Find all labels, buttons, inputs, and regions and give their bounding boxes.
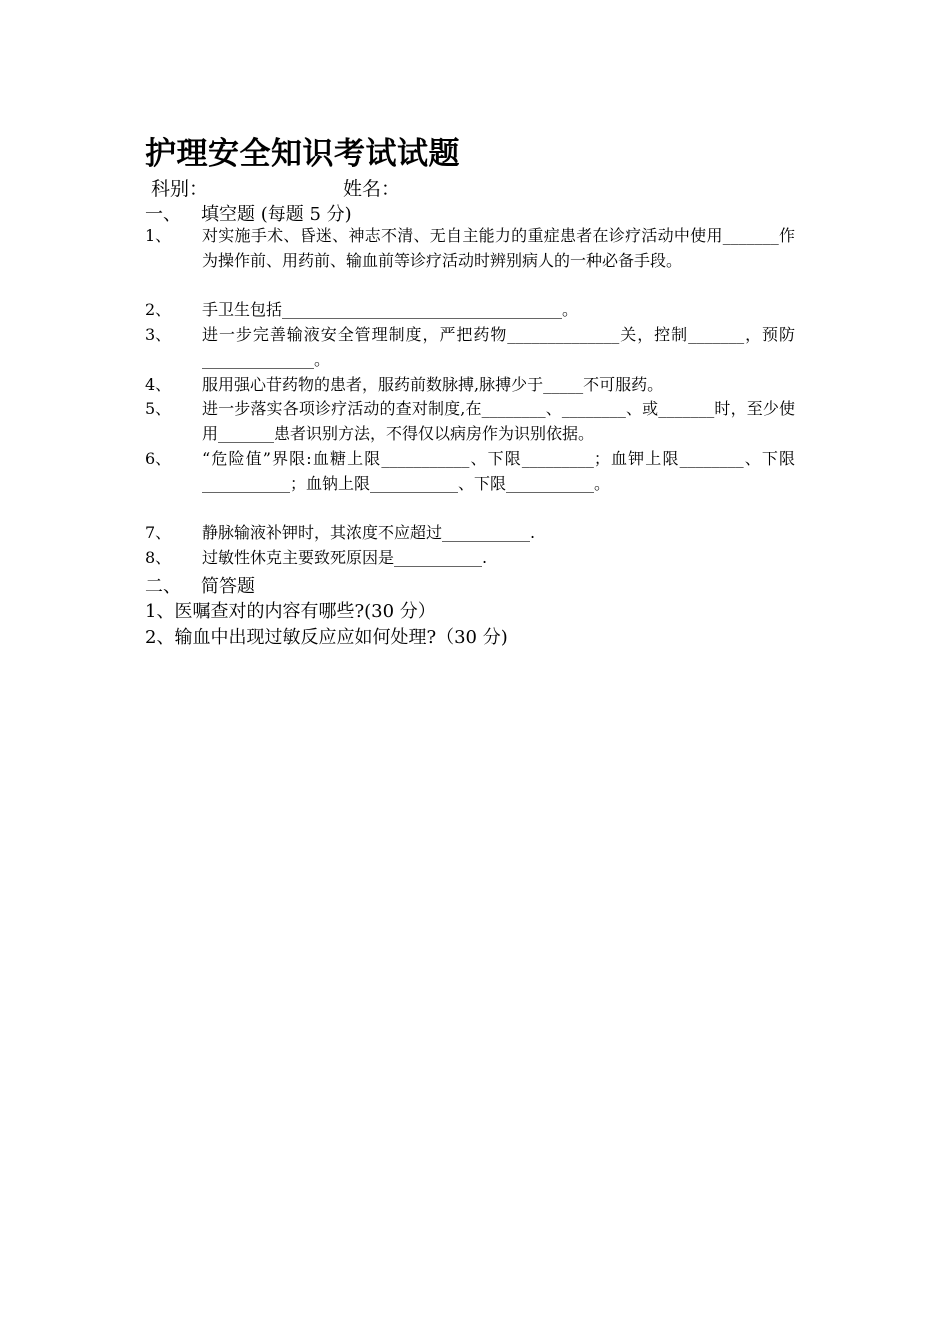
- question-text: 手卫生包括___________________________________。: [202, 300, 579, 319]
- question-item: [145, 224, 795, 273]
- question-text: 进一步完善输液安全管理制度，严把药物______________关，控制_______，预防______________。: [202, 325, 795, 369]
- question-text: 对实施手术、昏迷、神志不清、无自主能力的重症患者在诊疗活动中使用_______作为操作前、用药前、输血前等诊疗活动时辨别病人的一种必备手段。: [202, 226, 795, 270]
- section-title: 填空题 (每题 5 分): [201, 204, 352, 225]
- question-number: 4、: [145, 375, 172, 394]
- question-item: [145, 521, 795, 546]
- question-item: [145, 323, 795, 372]
- short-answer-question: 2、输血中出现过敏反应应如何处理?（30 分): [145, 627, 508, 648]
- question-number: 6、: [145, 449, 172, 468]
- section-number: 一、: [145, 204, 181, 225]
- page-title: 护理安全知识考试试题: [145, 136, 460, 172]
- question-number: 2、: [145, 300, 172, 319]
- section-title: 简答题: [201, 576, 255, 597]
- question-item: [145, 447, 795, 496]
- department-label: 科别：: [151, 178, 209, 200]
- section-fill-in: [145, 200, 352, 226]
- question-text: 服用强心苷药物的患者，服药前数脉搏,脉搏少于_____不可服药。: [202, 375, 664, 394]
- question-item: [145, 373, 795, 398]
- section-short-answer: [145, 572, 255, 598]
- question-text: 进一步落实各项诊疗活动的查对制度,在________、________、或_______时，至少使用_______患者识别方法，不得仅以病房作为识别依据。: [202, 399, 795, 443]
- exam-meta: [151, 174, 400, 201]
- question-number: 1、: [145, 226, 172, 245]
- short-answer-question: 1、医嘱查对的内容有哪些?(30 分）: [145, 601, 436, 622]
- question-item: [145, 546, 795, 571]
- question-text: “危险值”界限:血糖上限___________、下限_________；血钾上限________、下限___________；血钠上限___________、下限___________。: [202, 449, 795, 493]
- name-label: 姓名：: [343, 178, 401, 200]
- question-item: [145, 397, 795, 446]
- question-number: 3、: [145, 325, 172, 344]
- section-number: 二、: [145, 576, 181, 597]
- question-number: 8、: [145, 548, 172, 567]
- question-item: [145, 298, 795, 323]
- question-text: 静脉输液补钾时，其浓度不应超过___________.: [202, 523, 536, 542]
- question-number: 7、: [145, 523, 172, 542]
- question-number: 5、: [145, 399, 172, 418]
- question-text: 过敏性休克主要致死原因是___________.: [202, 548, 488, 567]
